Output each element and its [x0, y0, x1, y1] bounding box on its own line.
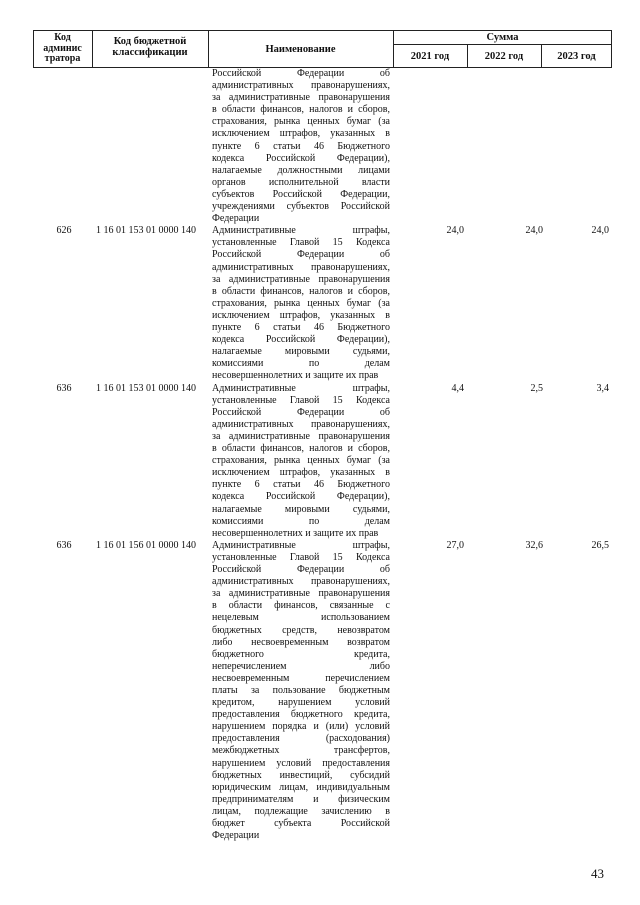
name-line: бюджетных средств, невозвратом: [212, 624, 390, 636]
name-line: налагаемые мировыми судьями,: [212, 346, 390, 358]
name-line: бюджетного кредита,: [212, 648, 390, 660]
admin-code-cell: 636: [56, 382, 72, 394]
name-line: кодекса Российской Федерации),: [212, 491, 390, 503]
header-sum: Сумма: [486, 31, 519, 43]
name-line: Федерации: [212, 213, 260, 225]
name-cell: [212, 68, 390, 225]
name-line: несовершеннолетних и защите их прав: [212, 527, 379, 539]
name-line: межбюджетных трансфертов,: [212, 745, 390, 757]
name-line: Российской Федерации об: [212, 564, 390, 576]
name-line: Федерации: [212, 830, 260, 842]
name-line: за административные правонарушения: [212, 273, 390, 285]
name-line: либо несвоевременным возвратом: [212, 636, 390, 648]
admin-code-cell: 626: [56, 225, 72, 237]
header-name: Наименование: [265, 43, 336, 55]
name-line: бюджет субъекта Российской: [212, 818, 390, 830]
name-line: несвоевременным перечислением: [212, 672, 390, 684]
name-line: Российской Федерации об: [212, 406, 390, 418]
admin-code-cell: 636: [56, 539, 72, 551]
name-line: комиссиями по делам: [212, 515, 390, 527]
name-line: неперечислением либо: [212, 660, 390, 672]
value-2021: 27,0: [446, 539, 464, 551]
name-cell: [212, 383, 390, 540]
table-row: [0, 540, 640, 843]
header-budget-code: [92, 30, 208, 68]
budget-code-cell: 1 16 01 153 01 0000 140: [96, 225, 196, 237]
name-line: административных правонарушениях,: [212, 80, 390, 92]
name-cell: [212, 225, 390, 382]
header-admin-line-3: тратора: [44, 53, 81, 65]
name-line: административных правонарушениях,: [212, 261, 390, 273]
name-line: кодекса Российской Федерации),: [212, 152, 390, 164]
value-2023: 24,0: [591, 225, 609, 237]
page-number: 43: [591, 866, 604, 881]
name-line: страхования, рынка ценных бумаг (за: [212, 455, 390, 467]
value-2021: 24,0: [446, 225, 464, 237]
name-line: исключением штрафов, указанных в: [212, 128, 390, 140]
name-line: несовершеннолетних и защите их прав: [212, 370, 379, 382]
name-line: пункте 6 статьи 46 Бюджетного: [212, 322, 390, 334]
name-line: исключением штрафов, указанных в: [212, 467, 390, 479]
name-line: Российской Федерации об: [212, 249, 390, 261]
value-2023: 3,4: [596, 382, 609, 394]
name-line: пункте 6 статьи 46 Бюджетного: [212, 479, 390, 491]
name-line: бюджетных инвестиций, субсидий: [212, 769, 390, 781]
table-row: [0, 68, 640, 225]
name-line: предпринимателям и физическим: [212, 793, 390, 805]
name-line: за административные правонарушения: [212, 92, 390, 104]
header-year-2023: 2023 год: [557, 50, 596, 62]
name-line: налагаемые должностными лицами: [212, 164, 390, 176]
name-line: учреждениями субъектов Российской: [212, 201, 390, 213]
name-line: предоставления бюджетного кредита,: [212, 709, 390, 721]
value-2022: 2,5: [530, 382, 543, 394]
name-line: субъектов Российской Федерации,: [212, 188, 390, 200]
value-2021: 4,4: [451, 382, 464, 394]
name-line: Административные штрафы,: [212, 225, 390, 237]
name-line: налагаемые мировыми судьями,: [212, 503, 390, 515]
table-row: [0, 225, 640, 382]
header-year-2022: 2022 год: [484, 50, 524, 62]
budget-code-cell: 1 16 01 156 01 0000 140: [96, 539, 196, 551]
name-line: за административные правонарушения: [212, 430, 390, 442]
name-line: пункте 6 статьи 46 Бюджетного: [212, 140, 390, 152]
name-line: страхования, рынка ценных бумаг (за: [212, 116, 390, 128]
name-line: установленные Главой 15 Кодекса: [212, 551, 390, 563]
name-line: в области финансов, налогов и сборов,: [212, 104, 390, 116]
name-line: органов исполнительной власти: [212, 176, 390, 188]
name-line: административных правонарушениях,: [212, 576, 390, 588]
name-line: в области финансов, налогов и сборов,: [212, 285, 390, 297]
name-line: нарушением условий предоставления: [212, 757, 390, 769]
name-line: административных правонарушениях,: [212, 418, 390, 430]
name-line: комиссиями по делам: [212, 358, 390, 370]
budget-code-cell: 1 16 01 153 01 0000 140: [96, 382, 196, 394]
name-line: нецелевым использованием: [212, 612, 390, 624]
name-line: установленные Главой 15 Кодекса: [212, 237, 390, 249]
name-line: юридическим лицам, индивидуальным: [212, 781, 390, 793]
name-line: нарушением порядка и (или) условий: [212, 721, 390, 733]
name-line: платы за пользование бюджетным: [212, 685, 390, 697]
header-admin-code: [33, 30, 92, 68]
header-admin-line-1: Код: [54, 32, 71, 44]
name-line: Российской Федерации об: [212, 68, 390, 79]
name-line: Административные штрафы,: [212, 382, 390, 394]
name-line: кодекса Российской Федерации),: [212, 334, 390, 346]
name-line: кредитом, нарушением условий: [212, 697, 390, 709]
name-line: лицам, подлежащие зачислению в: [212, 805, 390, 817]
header-code-line-2: классификации: [112, 47, 188, 58]
name-line: предоставления (расходования): [212, 733, 390, 745]
name-line: установленные Главой 15 Кодекса: [212, 394, 390, 406]
name-cell: [212, 540, 390, 842]
header-year-2021: 2021 год: [410, 50, 450, 62]
header-code-line-1: Код бюджетной: [113, 36, 187, 47]
value-2022: 24,0: [525, 225, 543, 237]
table-row: [0, 383, 640, 540]
value-2023: 26,5: [591, 539, 609, 551]
name-line: в области финансов, связанные с: [212, 600, 390, 612]
value-2022: 32,6: [525, 539, 543, 551]
name-line: страхования, рынка ценных бумаг (за: [212, 297, 390, 309]
name-line: Административные штрафы,: [212, 539, 390, 551]
name-line: в области финансов, налогов и сборов,: [212, 443, 390, 455]
name-line: исключением штрафов, указанных в: [212, 309, 390, 321]
name-line: за административные правонарушения: [212, 588, 390, 600]
header-admin-line-2: админис: [43, 42, 82, 54]
